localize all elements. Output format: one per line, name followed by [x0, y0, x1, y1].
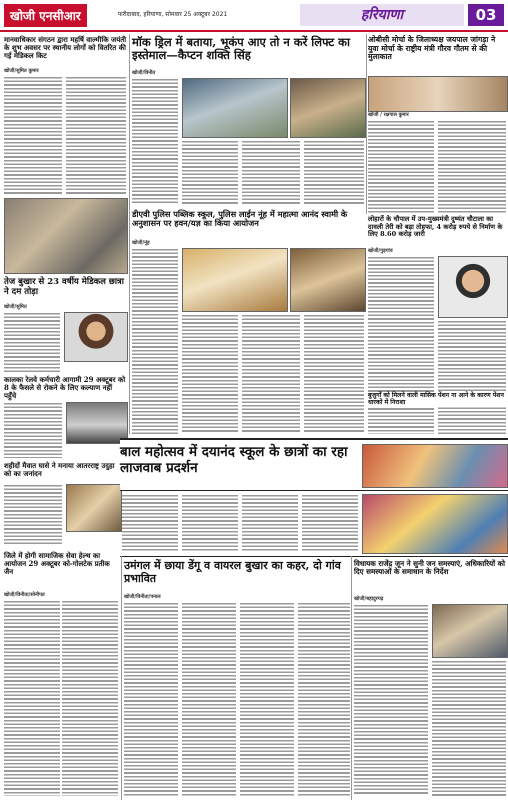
column-divider [351, 556, 352, 800]
body-text-s5 [132, 248, 178, 434]
headline-s11: बुजुर्गों को मिलने वाली मासिक पेंशन ना आने के कारण पेंशन धारकों में निराशा [368, 392, 506, 406]
body-text-s7 [4, 402, 62, 458]
headline-s3: ओबीसी मोर्चा के जिलाध्यक्ष जयपाल जांगड़ा ने युवा मोर्चा के राष्ट्रीय मंत्री गौरव गौतम से की मुलाकात [368, 35, 496, 62]
body-text-s5 [182, 314, 238, 434]
body-text-s10 [124, 602, 178, 796]
photo-mla-rajender-joon [432, 604, 508, 658]
body-text-s1 [66, 76, 126, 194]
photo-railway [66, 402, 128, 444]
body-text-s10 [182, 602, 236, 796]
body-text-s10 [298, 602, 350, 796]
byline-s6: खोजी/गुड़गांव [368, 248, 393, 254]
headline-s6: लोहारों के चौपाल में उप-मुख्यमंत्री दुष्यंत चौटाला का दावली तेरी को बड़ा तोहफा, 4 करोड़ रुपये से निर्माण के लिए 8.60 करोड़ जारी [368, 215, 503, 239]
headline-s1: मानवाधिकार संगठन द्वारा महर्षि वाल्मीकि जयंती के शुभ अवसर पर स्थानीय लोगों को वितरित की गई मेडिकल किट [4, 35, 127, 61]
body-text-s13 [432, 660, 506, 796]
byline-s13: खोजी/बहादुरगढ़ [354, 596, 384, 602]
section-title: हरियाणा [300, 4, 464, 26]
byline-s12: खोजी/विनीता/सोनीपत [4, 592, 45, 598]
body-text-s10 [240, 602, 294, 796]
body-text-s8 [122, 494, 178, 552]
dateline: फरीदाबाद, हरियाणा, सोमवार 25 अक्टूबर 2021 [118, 11, 228, 18]
photo-mock-drill-2 [290, 78, 366, 138]
column-divider [366, 34, 367, 214]
photo-event [66, 484, 122, 532]
headline-s5: डीएवी पुलिस पब्लिक स्कूल, पुलिस लाईन नूंह में महात्मा आनंद स्वामी के अनुशासन पर हवन/यज्ञ का किया आयोजन [132, 209, 348, 229]
photo-havan-1 [182, 248, 288, 312]
headline-s8: बाल महोत्सव में दयानंद स्कूल के छात्रों का रहा लाजवाब प्रदर्शन [120, 444, 348, 476]
body-text-s2 [182, 140, 238, 204]
headline-s4: तेज बुखार से 23 वर्षीय मेडिकल छात्रा ने दम तोड़ा [4, 277, 124, 297]
body-text-s5 [242, 314, 300, 434]
masthead [0, 0, 508, 32]
headline-s10: उमंगल में छाया डेंगू व वायरल बुखार का कहर, दो गांव प्रभावित [124, 559, 341, 585]
body-text-s13 [354, 604, 428, 796]
column-divider [129, 34, 130, 434]
body-text-s2 [132, 78, 178, 204]
byline-s10: खोजी/विनीता/पनाल [124, 594, 161, 600]
body-text-s4 [4, 312, 60, 372]
body-text-s12 [4, 600, 60, 796]
photo-dushyant-chautala [438, 256, 508, 318]
headline-s13: विधायक राजेंद्र जून ने सुनी जन समस्याएं, अधिकारियों को दिए समस्याओं के समाधान के निर्देश [354, 559, 505, 577]
byline-s4: खोजी/सुमित [4, 304, 27, 310]
photo-bal-mahotsav-2 [362, 494, 508, 554]
headline-s12: जिले में होगी सामाजिक सेवा हेल्थ का आयोजन 29 अक्टूबर को-गोलटेक प्रतीक जैन [4, 551, 110, 577]
body-text-s1 [4, 76, 62, 194]
photo-medical-kit [4, 198, 128, 274]
body-text-s8 [242, 494, 298, 552]
headline-s9: शहीदों मैवात घासे ने मनाया आतरराष्ट्र उदुहा को का जनांदन [4, 461, 115, 479]
body-text-s8 [302, 494, 358, 552]
byline-s1: खोजी/सुमित कुमार [4, 68, 39, 74]
page-number: 03 [468, 4, 504, 26]
photo-student [64, 312, 128, 362]
body-text-s3 [368, 120, 434, 214]
banner-story [120, 438, 508, 491]
body-text-s6 [438, 320, 506, 434]
headline-s7: कालका रेलवे कर्मचारी आगामी 29 अक्टूबर को 8 के फैसले से रोकने के लिए कल्याण नहीं पहुँचे [4, 375, 126, 401]
section-rule [120, 556, 508, 557]
photo-bal-mahotsav-1 [362, 444, 508, 488]
byline-s2: खोजी/विनीत [132, 70, 156, 76]
newspaper-logo: खोजी एनसीआर [4, 4, 87, 27]
photo-obc-meeting [368, 76, 508, 112]
byline-s3: खोजी / रक्षपाल कुमार [368, 112, 409, 118]
column-divider [121, 556, 122, 800]
body-text-s2 [242, 140, 300, 204]
body-text-s9 [4, 484, 62, 546]
body-text-s12 [62, 600, 118, 796]
body-text-s6 [368, 256, 434, 434]
body-text-s2 [304, 140, 364, 204]
body-text-s5 [304, 314, 364, 434]
photo-mock-drill-1 [182, 78, 288, 138]
byline-s5: खोजी/नूंह [132, 240, 150, 246]
photo-havan-2 [290, 248, 366, 312]
headline-s2: मॉक ड्रिल में बताया, भूकंप आए तो न करें लिफ्ट का इस्तेमाल—कैप्टन शक्ति सिंह [132, 35, 350, 63]
body-text-s8 [182, 494, 238, 552]
body-text-s3 [438, 120, 506, 214]
